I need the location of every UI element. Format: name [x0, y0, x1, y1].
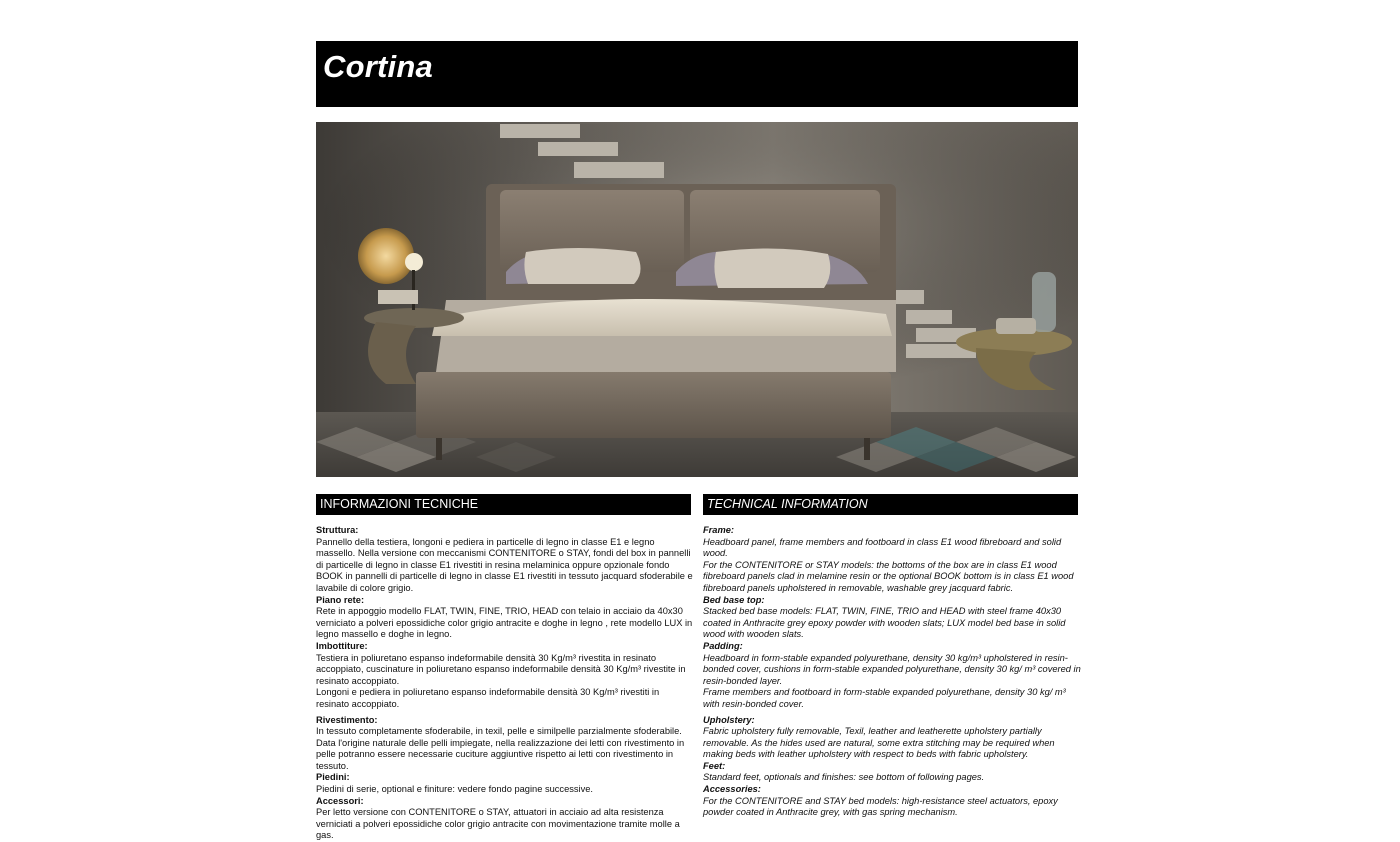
product-photo [316, 122, 1078, 477]
section-paragraph: For the CONTENITORE or STAY models: the bottoms of the box are in class E1 wood fibreboard panels clad in melamine resin or the optional BOOK bottom is in class E1 wood fibreboard panels upholstered in removable, washable grey jacquard fabric. [703, 559, 1074, 593]
italian-section-header: INFORMAZIONI TECNICHE [316, 494, 691, 515]
section-title: Accessori: [316, 795, 364, 806]
page-title: Cortina [323, 49, 433, 84]
title-bar [316, 41, 1078, 107]
section-paragraph: Fabric upholstery fully removable, Texil, leather and leatherette upholstery partially removable. As the hides used are natural, some extra stitching may be required when making beds with leather upholstery with respect to beds with fabric upholstery. [703, 726, 1055, 760]
section-paragraph: Headboard panel, frame members and footboard in class E1 wood fibreboard and solid wood. [703, 536, 1062, 559]
section-title: Imbottiture: [316, 640, 368, 651]
section-paragraph: Headboard in form-stable expanded polyurethane, density 30 kg/m³ upholstered in resin-bonded cover, cushions in form-stable expanded polyurethane, density 30 kg/ m³ covered in resin-bonded layer. [703, 652, 1081, 686]
section-paragraph: Piedini di serie, optional e finiture: vedere fondo pagine successive. [316, 784, 594, 795]
section-paragraph: Testiera in poliuretano espanso indeformabile densità 30 Kg/m³ rivestita in resinato accoppiato, cuscinature in poliuretano espanso indeformabile densità 30 Kg/m³ rivestite in resinato accoppiato. [316, 652, 686, 686]
section-paragraph: Frame members and footboard in form-stable expanded polyurethane, density 30 kg/ m³ with resin-bonded cover. [703, 687, 1066, 709]
section-title: Piedini: [316, 772, 350, 783]
section-paragraph: Standard feet, optionals and finishes: see bottom of following pages. [703, 772, 985, 783]
section-paragraph: For the CONTENITORE and STAY bed models: high-resistance steel actuators, epoxy powder coated in Anthracite grey, with gas spring mechanism. [703, 795, 1058, 818]
section-paragraph: Pannello della testiera, longoni e pediera in particelle di legno in classe E1 e legno massello. Nella versione con meccanismi CONTENITORE o STAY, fondi del box in pannelli di particelle di legno in classe E1 rivestiti in resina melaminica oppure opzionale fondo BOOK in pannelli di particelle di legno in classe E1 rivestiti in tessuto jacquard sfoderabile e lavabile di colore grigio. [316, 536, 693, 593]
section-title: Piano rete: [316, 594, 365, 605]
section-title: Accessories: [703, 784, 761, 795]
italian-technical-text [316, 525, 694, 842]
section-title: Padding: [703, 640, 743, 651]
section-title: Rivestimento: [316, 714, 378, 725]
section-paragraph: Longoni e pediera in poliuretano espanso indeformabile densità 30 Kg/m³ rivestiti in resinato accoppiato. [316, 687, 660, 709]
section-paragraph: Per letto versione con CONTENITORE o STAY, attuatori in acciaio ad alta resistenza verniciati a polveri epossidiche color grigio antracite con movimentazione tramite molle a gas. [316, 807, 680, 841]
section-title: Frame: [703, 525, 735, 535]
section-paragraph: Stacked bed base models: FLAT, TWIN, FINE, TRIO and HEAD with steel frame 40x30 coated in Anthracite grey epoxy powder with wooden slats; LUX model bed base in solid wood with wooden slats. [703, 606, 1066, 640]
section-paragraph: In tessuto completamente sfoderabile, in texil, pelle e similpelle parzialmente sfoderabile. Data l'origine naturale delle pelli impiegate, nella realizzazione dei letti con rivestimento in pelle potranno essere necessarie cuciture aggiuntive rispetto ai letti con rivestimento in tessuto. [316, 726, 685, 771]
section-title: Feet: [703, 760, 726, 771]
section-title: Upholstery: [703, 714, 755, 725]
section-title: Bed base top: [703, 594, 765, 605]
section-paragraph: Rete in appoggio modello FLAT, TWIN, FINE, TRIO, HEAD con telaio in acciaio da 40x30 verniciato a polveri epossidiche color grigio antracite e doghe in legno , rete modello LUX in legno massello e doghe in legno. [316, 606, 693, 640]
section-title: Struttura: [316, 525, 359, 535]
english-technical-text [703, 525, 1081, 819]
english-section-header: TECHNICAL INFORMATION [703, 494, 1078, 515]
